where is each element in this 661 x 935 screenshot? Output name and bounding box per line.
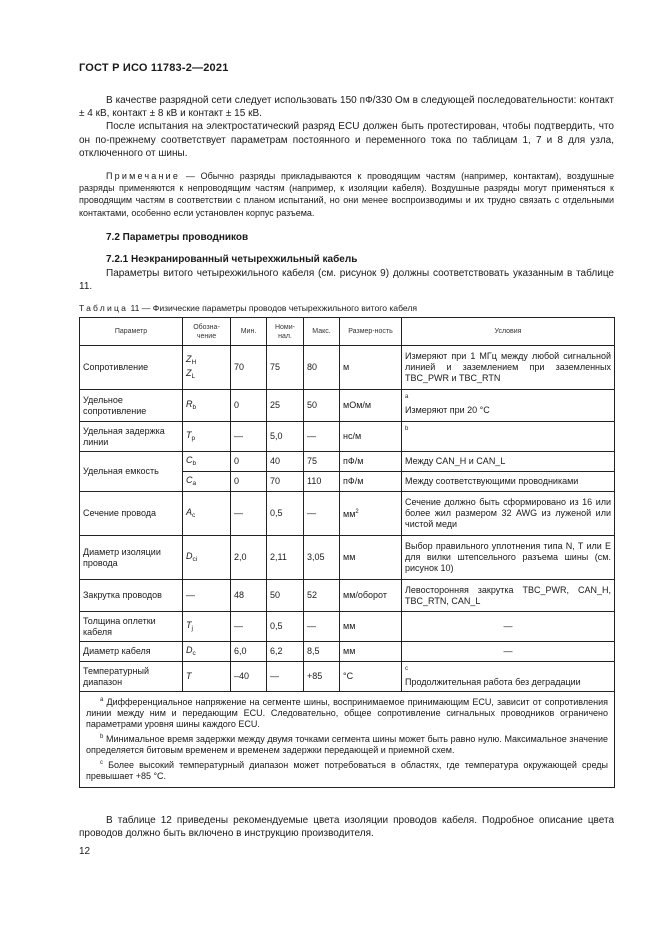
table-row: [80, 422, 615, 452]
cell-unit: мОм/м: [340, 390, 402, 422]
cell-symbol: —: [183, 580, 231, 612]
cell-unit: мм: [340, 612, 402, 642]
cell-unit: мм/оборот: [340, 580, 402, 612]
section-heading: 7.2 Параметры проводников: [106, 232, 249, 243]
table-row: [80, 662, 615, 692]
cell-nom: 5,0: [267, 422, 304, 452]
cell-symbol: $D_c$: [183, 642, 231, 662]
paragraph-after-test: После испытания на электростатический разряд ECU должен быть протестирован, чтобы подтвердить, что он по-прежнему соответствует параметрам постоянного и переменного тока по таблицам 1, 7 и 8 для узла, отключенного от шины.: [79, 121, 614, 159]
cell-conditions: Выбор правильного уплотнения типа N, T или E для вилки штепсельного разъема шины (см. рисунок 10): [402, 536, 615, 580]
table-row: [80, 452, 615, 472]
cell-nom: 25: [267, 390, 304, 422]
cell-conditions: Сечение должно быть сформировано из 16 или более жил размером 32 AWG из луженой или чистой меди: [402, 492, 615, 536]
cell-conditions: $^c$ Продолжительная работа без деградации: [402, 662, 615, 692]
header-max: Макс.: [304, 318, 340, 346]
cell-unit: пФ/м: [340, 472, 402, 492]
table-row: [80, 612, 615, 642]
cell-unit: м: [340, 346, 402, 390]
section-text: Параметры витого четырехжильного кабеля (см. рисунок 9) должны соответствовать указанным в таблице 11.: [79, 268, 614, 293]
cell-param: Диаметр изоляции провода: [80, 536, 183, 580]
cell-max: —: [304, 422, 340, 452]
cell-nom: 70: [267, 472, 304, 492]
footnote-c: $^c$ Более высокий температурный диапазон может потребоваться в областях, где температура окружающей среды превышает +85 °С.: [86, 760, 608, 781]
note-text: — Обычно разряды прикладываются к проводящим частям (например, контактам), воздушные разряды применяются к непроводящим частям (например, к изоляции кабеля). Воздушные разряды могут применяться к проводящим частям в соответствии с планом испытаний, но они менее воспроизводимы и их трудно связать с отдельными контактами, особенно если установлен корпус разъема.: [79, 171, 614, 218]
cell-conditions: Между CAN_H и CAN_L: [402, 452, 615, 472]
table-row: [80, 492, 615, 536]
note-block: [79, 170, 614, 219]
cell-param: Диаметр кабеля: [80, 642, 183, 662]
cell-min: 0: [231, 472, 267, 492]
cell-min: –40: [231, 662, 267, 692]
cell-min: 70: [231, 346, 267, 390]
cell-nom: 75: [267, 346, 304, 390]
footnote-b: $^b$ Минимальное время задержки между двумя точками сегмента шины может быть равно нулю. Максимальное значение определяется битовым временем и временем задержки передающей и приемной схем.: [86, 734, 608, 755]
cell-conditions: Между соответствующими проводниками: [402, 472, 615, 492]
cell-min: 0: [231, 452, 267, 472]
cell-conditions: Измеряют при 1 МГц между любой сигнальной линией и заземлением при заземленных TBC_PWR и TBC_RTN: [402, 346, 615, 390]
cell-symbol: $T_j$: [183, 612, 231, 642]
cell-max: 75: [304, 452, 340, 472]
cell-nom: 0,5: [267, 492, 304, 536]
cell-conditions: $^a$ Измеряют при 20 °С: [402, 390, 615, 422]
cell-param: Удельная задержка линии: [80, 422, 183, 452]
table-row: [80, 580, 615, 612]
cell-symbol: $R_b$: [183, 390, 231, 422]
cell-nom: 6,2: [267, 642, 304, 662]
subsection-heading: 7.2.1 Неэкранированный четырехжильный кабель: [106, 254, 358, 265]
cell-symbol: $A_c$: [183, 492, 231, 536]
cell-nom: 2,11: [267, 536, 304, 580]
cell-symbol: $C_a$: [183, 472, 231, 492]
cell-param: Удельная емкость: [80, 452, 183, 492]
cell-max: +85: [304, 662, 340, 692]
cell-min: 48: [231, 580, 267, 612]
cell-max: 8,5: [304, 642, 340, 662]
cell-max: 110: [304, 472, 340, 492]
cell-conditions: b: [402, 422, 615, 452]
cell-param: Температурный диапазон: [80, 662, 183, 692]
cell-min: —: [231, 492, 267, 536]
table-caption-text: 11 — Физические параметры проводов четырехжильного витого кабеля: [128, 303, 418, 313]
table-row: [80, 642, 615, 662]
cell-min: 6,0: [231, 642, 267, 662]
cell-symbol: $C_b$: [183, 452, 231, 472]
cell-min: 0: [231, 390, 267, 422]
cell-symbol: $T_p$: [183, 422, 231, 452]
header-symbol: Обозна-чение: [183, 318, 231, 346]
cell-param: Сопротивление: [80, 346, 183, 390]
table-row: [80, 390, 615, 422]
table-row: [80, 346, 615, 390]
table-header-row: [80, 318, 615, 346]
cell-unit: $мм^2$: [340, 492, 402, 536]
table-footnotes: [80, 692, 615, 788]
table-caption: [79, 303, 417, 313]
closing-block: [79, 814, 614, 840]
cell-symbol: T: [183, 662, 231, 692]
header-min: Мин.: [231, 318, 267, 346]
paragraph-discharge-network: В качестве разрядной сети следует использовать 150 пФ/330 Ом в следующей последовательности: контакт ± 4 кВ, контакт ± 8 кВ и контакт ± 15 кВ.: [79, 95, 614, 120]
header-conditions: Условия: [402, 318, 615, 346]
parameters-table: [79, 317, 615, 788]
cell-max: 80: [304, 346, 340, 390]
cell-max: —: [304, 612, 340, 642]
cell-param: Закрутка проводов: [80, 580, 183, 612]
cell-conditions: —: [402, 642, 615, 662]
table-footnotes-row: [80, 692, 615, 788]
cell-min: —: [231, 612, 267, 642]
footnote-a: $^a$ Дифференциальное напряжение на сегменте шины, воспринимаемое принимающим ECU, зависит от сопротивления линии между ним и передающим ECU. Следовательно, общее сопротивление сигнальных проводников ограничено параметрами уровня шины каждого ECU.: [86, 697, 608, 729]
cell-unit: мм: [340, 536, 402, 580]
cell-nom: 0,5: [267, 612, 304, 642]
closing-text: В таблице 12 приведены рекомендуемые цвета изоляции проводов кабеля. Подробное описание цвета проводов должно быть включено в инструкцию производителя.: [79, 815, 614, 840]
cell-param: Удельное сопротивление: [80, 390, 183, 422]
header-nom: Номи-нал.: [267, 318, 304, 346]
cell-max: 52: [304, 580, 340, 612]
cell-min: —: [231, 422, 267, 452]
cell-min: 2,0: [231, 536, 267, 580]
table-row: [80, 536, 615, 580]
paragraph-block: [79, 94, 614, 160]
cell-symbol: $Z_H$ $Z_L$: [183, 346, 231, 390]
cell-param: Толщина оплетки кабеля: [80, 612, 183, 642]
cell-unit: °С: [340, 662, 402, 692]
header-param: Параметр: [80, 318, 183, 346]
document-header: ГОСТ Р ИСО 11783-2—2021: [79, 62, 229, 74]
cell-max: —: [304, 492, 340, 536]
header-unit: Размер-ность: [340, 318, 402, 346]
table-caption-label: Таблица: [79, 303, 129, 313]
cell-conditions: Левосторонняя закрутка TBC_PWR, CAN_H, TBC_RTN, CAN_L: [402, 580, 615, 612]
section-text-block: [79, 267, 614, 293]
cell-nom: 40: [267, 452, 304, 472]
cell-symbol: $D_{ci}$: [183, 536, 231, 580]
cell-param: Сечение провода: [80, 492, 183, 536]
cell-max: 3,05: [304, 536, 340, 580]
cell-unit: нс/м: [340, 422, 402, 452]
cell-max: 50: [304, 390, 340, 422]
page-number: 12: [79, 846, 91, 857]
note-label: Примечание: [106, 171, 181, 181]
cell-nom: 50: [267, 580, 304, 612]
cell-unit: мм: [340, 642, 402, 662]
cell-conditions: —: [402, 612, 615, 642]
cell-nom: —: [267, 662, 304, 692]
cell-unit: пФ/м: [340, 452, 402, 472]
